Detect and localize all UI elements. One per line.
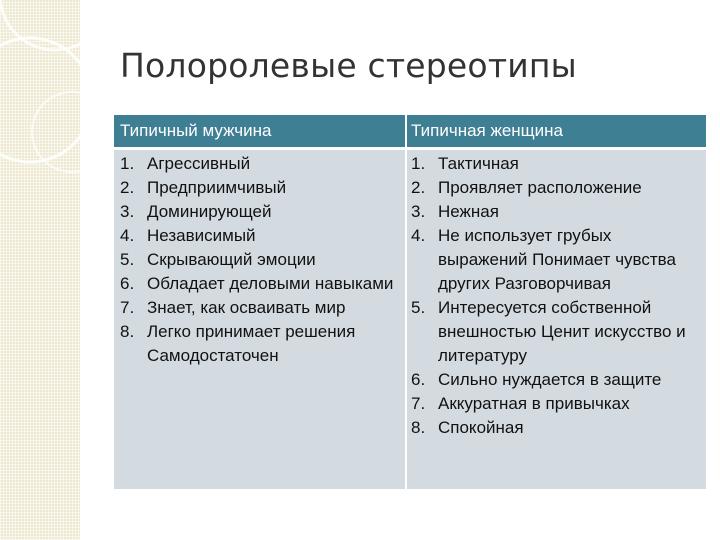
list-item: [120, 272, 404, 296]
list-item: [411, 152, 704, 176]
item-text: Обладает деловыми навыками: [147, 274, 394, 293]
list-item: [120, 152, 404, 176]
woman-traits-list: [411, 152, 704, 440]
item-text: Интересуется собственной внешностью Ценит искусство и литературу: [438, 298, 686, 365]
item-number: 8.: [411, 418, 426, 437]
item-text: Проявляет расположение: [438, 178, 642, 197]
list-item: [120, 200, 404, 224]
item-text: Доминирующей: [147, 202, 272, 221]
list-item: [120, 296, 404, 320]
stereotypes-table: [114, 115, 706, 489]
item-number: 4.: [120, 226, 135, 245]
list-item: [411, 392, 704, 416]
item-number: 6.: [120, 274, 135, 293]
item-number: 5.: [120, 250, 135, 269]
item-text: Агрессивный: [147, 154, 251, 173]
item-text: Знает, как осваивать мир: [147, 298, 346, 317]
item-number: 3.: [120, 202, 135, 221]
list-item: [411, 416, 704, 440]
item-number: 5.: [411, 298, 426, 317]
slide-title: Полоролевые стереотипы: [120, 46, 577, 85]
item-text: Сильно нуждается в защите: [438, 370, 662, 389]
item-text: Не использует грубых выражений Понимает чувства других Разговорчивая: [438, 226, 676, 293]
item-text: Предприимчивый: [147, 178, 287, 197]
item-text: Нежная: [438, 202, 499, 221]
list-item: [120, 320, 404, 368]
man-traits-list: [120, 152, 404, 368]
item-text: Скрывающий эмоции: [147, 250, 316, 269]
item-number: 4.: [411, 226, 426, 245]
item-number: 1.: [120, 154, 135, 173]
list-item: [120, 224, 404, 248]
row-divider: [114, 147, 706, 150]
list-item: [411, 200, 704, 224]
item-text: Легко принимает решения Самодостаточен: [147, 322, 356, 365]
list-item: [411, 296, 704, 368]
item-text: Независимый: [147, 226, 256, 245]
item-number: 7.: [120, 298, 135, 317]
column-divider: [405, 115, 407, 489]
item-number: 2.: [411, 178, 426, 197]
item-number: 1.: [411, 154, 426, 173]
list-item: [120, 248, 404, 272]
item-text: Спокойная: [438, 418, 524, 437]
item-number: 6.: [411, 370, 426, 389]
item-number: 7.: [411, 394, 426, 413]
item-text: Аккуратная в привычках: [438, 394, 630, 413]
list-item: [411, 176, 704, 200]
list-item: [120, 176, 404, 200]
header-typical-man: Типичный мужчина: [120, 121, 272, 140]
item-number: 2.: [120, 178, 135, 197]
header-typical-woman: Типичная женщина: [411, 121, 564, 140]
table-header: [114, 115, 706, 147]
list-item: [411, 224, 704, 296]
item-number: 3.: [411, 202, 426, 221]
list-item: [411, 368, 704, 392]
item-number: 8.: [120, 322, 135, 341]
item-text: Тактичная: [438, 154, 519, 173]
